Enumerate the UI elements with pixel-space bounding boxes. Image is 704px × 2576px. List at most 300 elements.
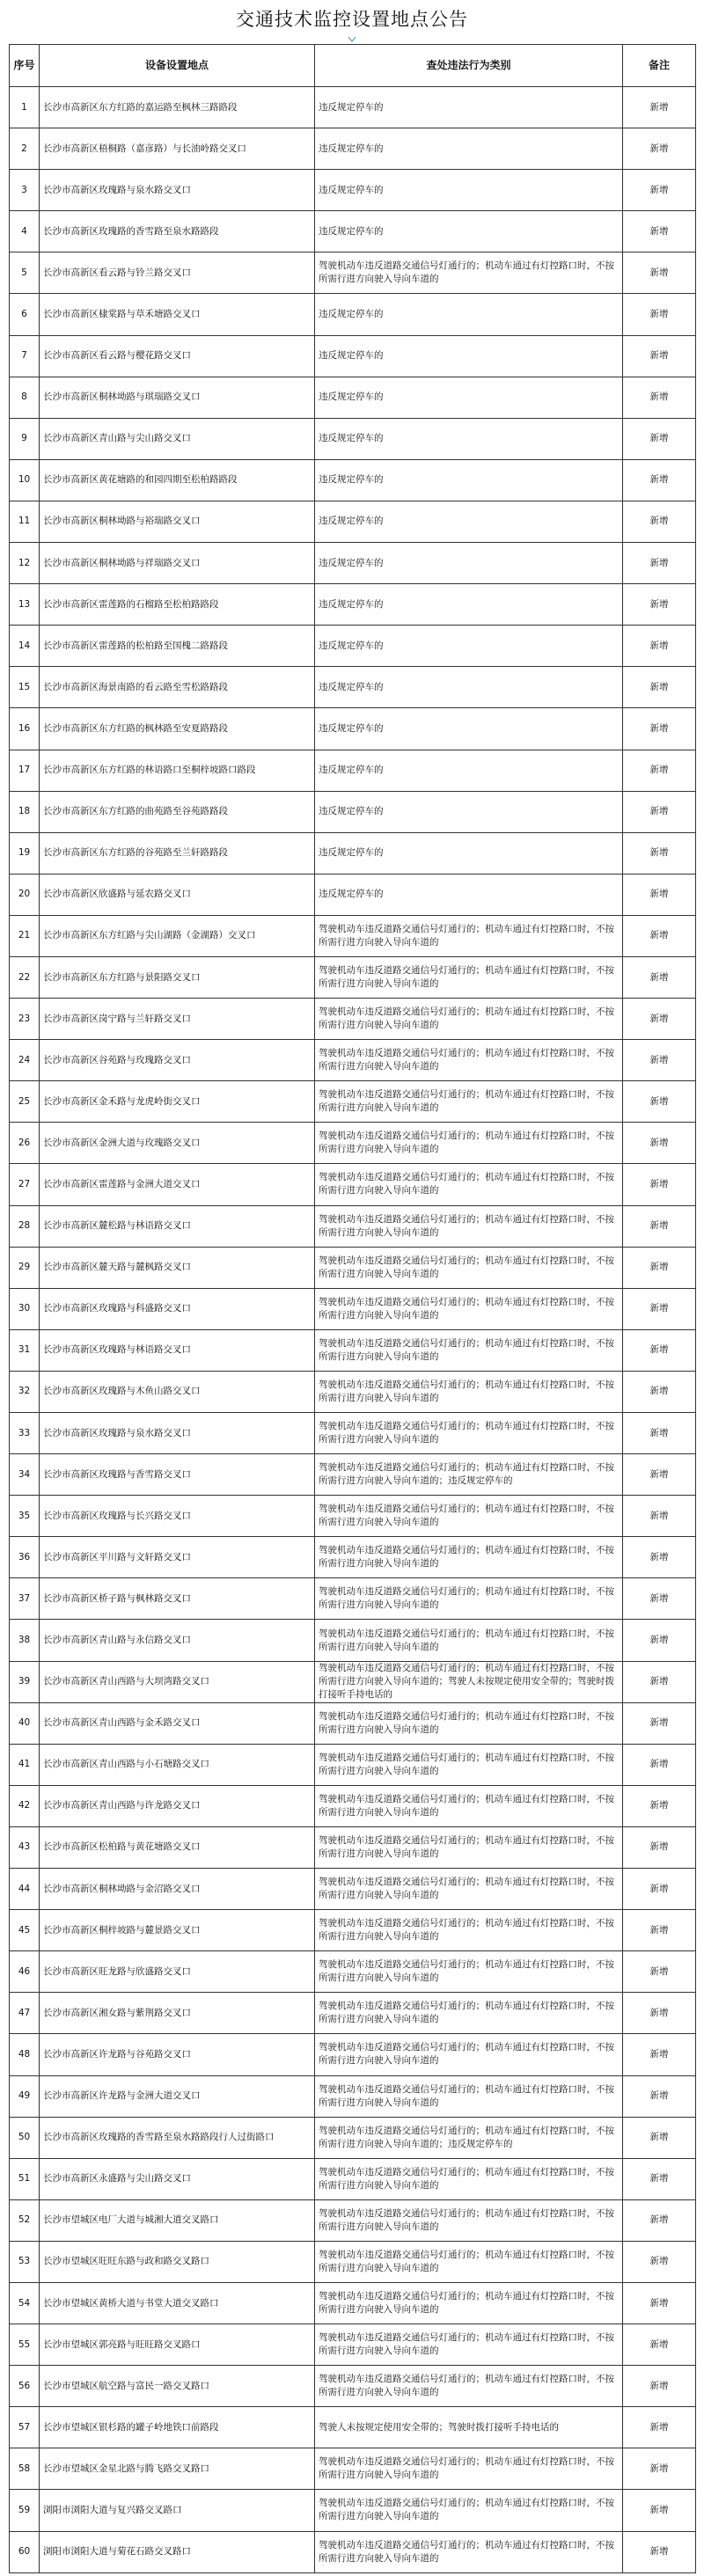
cell-note: 新增 bbox=[623, 915, 696, 956]
cell-no: 60 bbox=[10, 2531, 40, 2572]
cell-note: 新增 bbox=[623, 2075, 696, 2117]
cell-violation: 违反规定停车的 bbox=[315, 170, 623, 211]
table-row bbox=[10, 874, 696, 915]
table-row bbox=[10, 1371, 696, 1412]
table-row bbox=[10, 1454, 696, 1496]
cell-no: 14 bbox=[10, 626, 40, 667]
cell-location: 长沙市高新区桐梓坡路与麓景路交叉口 bbox=[40, 1910, 315, 1951]
cell-location: 长沙市高新区黄花塘路的和园四期至松柏路路段 bbox=[40, 459, 315, 501]
cell-note: 新增 bbox=[623, 377, 696, 418]
cell-note: 新增 bbox=[623, 2531, 696, 2572]
cell-location: 长沙市高新区青山路与尖山路交叉口 bbox=[40, 418, 315, 459]
table-row bbox=[10, 1164, 696, 1205]
table-row bbox=[10, 1040, 696, 1081]
cell-no: 54 bbox=[10, 2282, 40, 2324]
cell-no: 20 bbox=[10, 874, 40, 915]
cell-note: 新增 bbox=[623, 1826, 696, 1868]
cell-violation: 驾驶机动车违反道路交通信号灯通行的；机动车通过有灯控路口时，不按所需行进方向驶入导向车道的 bbox=[315, 1413, 623, 1454]
cell-location: 浏阳市浏阳大道与菊花石路交叉路口 bbox=[40, 2531, 315, 2572]
cell-location: 长沙市高新区玫瑰路的香雪路至泉水路路段行人过街路口 bbox=[40, 2117, 315, 2158]
cell-violation: 违反规定停车的 bbox=[315, 128, 623, 170]
table-row bbox=[10, 1496, 696, 1537]
table-row bbox=[10, 1993, 696, 2034]
cell-note: 新增 bbox=[623, 626, 696, 667]
cell-no: 34 bbox=[10, 1454, 40, 1496]
cell-violation: 违反规定停车的 bbox=[315, 626, 623, 667]
cell-violation: 驾驶机动车违反道路交通信号灯通行的；机动车通过有灯控路口时，不按所需行进方向驶入导向车道的 bbox=[315, 1869, 623, 1910]
cell-location: 长沙市望城区电厂大道与城湘大道交叉路口 bbox=[40, 2199, 315, 2241]
cell-no: 19 bbox=[10, 832, 40, 874]
cell-location: 长沙市高新区雷莲路的松柏路至国槐二路路段 bbox=[40, 626, 315, 667]
cell-violation: 违反规定停车的 bbox=[315, 708, 623, 750]
header-location: 设备设置地点 bbox=[40, 45, 315, 87]
cell-no: 38 bbox=[10, 1620, 40, 1661]
cell-violation: 驾驶机动车违反道路交通信号灯通行的；机动车通过有灯控路口时，不按所需行进方向驶入导向车道的 bbox=[315, 1205, 623, 1247]
cell-no: 31 bbox=[10, 1329, 40, 1371]
table-row bbox=[10, 1081, 696, 1123]
cell-no: 15 bbox=[10, 667, 40, 708]
table-header-row bbox=[10, 45, 696, 87]
cell-note: 新增 bbox=[623, 1454, 696, 1496]
cell-violation: 违反规定停车的 bbox=[315, 791, 623, 832]
cell-location: 长沙市望城区黄桥大道与书堂大道交叉路口 bbox=[40, 2282, 315, 2324]
cell-note: 新增 bbox=[623, 1081, 696, 1123]
cell-note: 新增 bbox=[623, 2490, 696, 2531]
cell-location: 长沙市高新区湘女路与紫荆路交叉口 bbox=[40, 1993, 315, 2034]
cell-location: 长沙市高新区桐林坳路与祥瑞路交叉口 bbox=[40, 543, 315, 584]
cell-violation: 驾驶机动车违反道路交通信号灯通行的；机动车通过有灯控路口时，不按所需行进方向驶入导向车道的 bbox=[315, 2490, 623, 2531]
cell-note: 新增 bbox=[623, 2158, 696, 2199]
cell-no: 1 bbox=[10, 87, 40, 128]
table-row bbox=[10, 252, 696, 294]
cell-note: 新增 bbox=[623, 1247, 696, 1288]
table-row bbox=[10, 377, 696, 418]
cell-note: 新增 bbox=[623, 1744, 696, 1785]
cell-no: 30 bbox=[10, 1288, 40, 1329]
table-row bbox=[10, 2407, 696, 2448]
cell-location: 长沙市高新区玫瑰路与林语路交叉口 bbox=[40, 1329, 315, 1371]
cell-no: 40 bbox=[10, 1702, 40, 1744]
table-row bbox=[10, 459, 696, 501]
cell-location: 长沙市高新区玫瑰路与木鱼山路交叉口 bbox=[40, 1371, 315, 1412]
cell-violation: 驾驶机动车违反道路交通信号灯通行的；机动车通过有灯控路口时，不按所需行进方向驶入导向车道的 bbox=[315, 1329, 623, 1371]
cell-violation: 违反规定停车的 bbox=[315, 418, 623, 459]
cell-violation: 驾驶机动车违反道路交通信号灯通行的；机动车通过有灯控路口时，不按所需行进方向驶入导向车道的；违反规定停车的 bbox=[315, 1454, 623, 1496]
cell-location: 长沙市高新区雷莲路与金洲大道交叉口 bbox=[40, 1164, 315, 1205]
cell-no: 39 bbox=[10, 1661, 40, 1702]
cell-no: 2 bbox=[10, 128, 40, 170]
cell-note: 新增 bbox=[623, 584, 696, 626]
cell-no: 25 bbox=[10, 1081, 40, 1123]
cell-note: 新增 bbox=[623, 170, 696, 211]
cell-note: 新增 bbox=[623, 791, 696, 832]
cell-note: 新增 bbox=[623, 252, 696, 294]
cell-no: 5 bbox=[10, 252, 40, 294]
decorative-mark-icon bbox=[341, 36, 363, 43]
table-row bbox=[10, 915, 696, 956]
table-row bbox=[10, 2241, 696, 2282]
cell-violation: 驾驶机动车违反道路交通信号灯通行的；机动车通过有灯控路口时，不按所需行进方向驶入导向车道的 bbox=[315, 999, 623, 1040]
cell-location: 长沙市高新区东方红路与景阳路交叉口 bbox=[40, 956, 315, 998]
table-row bbox=[10, 791, 696, 832]
cell-location: 长沙市高新区青山西路与许龙路交叉口 bbox=[40, 1785, 315, 1826]
cell-location: 长沙市高新区青山西路与小石塘路交叉口 bbox=[40, 1744, 315, 1785]
cell-note: 新增 bbox=[623, 708, 696, 750]
table-row bbox=[10, 1910, 696, 1951]
cell-location: 长沙市望城区郭亮路与旺旺路交叉路口 bbox=[40, 2324, 315, 2366]
header-note: 备注 bbox=[623, 45, 696, 87]
cell-note: 新增 bbox=[623, 501, 696, 542]
cell-no: 58 bbox=[10, 2448, 40, 2490]
cell-location: 长沙市高新区东方红路的林语路口至桐梓坡路口路段 bbox=[40, 750, 315, 791]
table-row bbox=[10, 1869, 696, 1910]
cell-note: 新增 bbox=[623, 999, 696, 1040]
cell-violation: 违反规定停车的 bbox=[315, 459, 623, 501]
cell-violation: 驾驶机动车违反道路交通信号灯通行的；机动车通过有灯控路口时，不按所需行进方向驶入导向车道的 bbox=[315, 2241, 623, 2282]
cell-note: 新增 bbox=[623, 1951, 696, 1993]
table-row bbox=[10, 999, 696, 1040]
cell-note: 新增 bbox=[623, 1123, 696, 1164]
notice-table bbox=[9, 44, 696, 2573]
cell-violation: 驾驶机动车违反道路交通信号灯通行的；机动车通过有灯控路口时，不按所需行进方向驶入导向车道的 bbox=[315, 2366, 623, 2407]
cell-location: 浏阳市浏阳大道与复兴路交叉路口 bbox=[40, 2490, 315, 2531]
cell-no: 55 bbox=[10, 2324, 40, 2366]
cell-note: 新增 bbox=[623, 418, 696, 459]
table-row bbox=[10, 87, 696, 128]
cell-violation: 违反规定停车的 bbox=[315, 750, 623, 791]
cell-violation: 驾驶机动车违反道路交通信号灯通行的；机动车通过有灯控路口时，不按所需行进方向驶入导向车道的 bbox=[315, 1081, 623, 1123]
cell-violation: 驾驶机动车违反道路交通信号灯通行的；机动车通过有灯控路口时，不按所需行进方向驶入导向车道的 bbox=[315, 2282, 623, 2324]
cell-violation: 驾驶机动车违反道路交通信号灯通行的；机动车通过有灯控路口时，不按所需行进方向驶入导向车道的 bbox=[315, 915, 623, 956]
cell-note: 新增 bbox=[623, 1578, 696, 1620]
cell-location: 长沙市高新区雷莲路的石榴路至松柏路路段 bbox=[40, 584, 315, 626]
cell-note: 新增 bbox=[623, 874, 696, 915]
cell-violation: 违反规定停车的 bbox=[315, 211, 623, 252]
table-row bbox=[10, 1537, 696, 1578]
cell-note: 新增 bbox=[623, 128, 696, 170]
table-row bbox=[10, 1413, 696, 1454]
cell-location: 长沙市望城区银杉路的罐子岭地铁口前路段 bbox=[40, 2407, 315, 2448]
cell-violation: 驾驶机动车违反道路交通信号灯通行的；机动车通过有灯控路口时，不按所需行进方向驶入导向车道的 bbox=[315, 2199, 623, 2241]
table-row bbox=[10, 2531, 696, 2572]
cell-violation: 驾驶机动车违反道路交通信号灯通行的；机动车通过有灯控路口时，不按所需行进方向驶入导向车道的 bbox=[315, 1744, 623, 1785]
cell-no: 48 bbox=[10, 2034, 40, 2075]
cell-no: 43 bbox=[10, 1826, 40, 1868]
cell-no: 12 bbox=[10, 543, 40, 584]
cell-no: 35 bbox=[10, 1496, 40, 1537]
cell-violation: 驾驶机动车违反道路交通信号灯通行的；机动车通过有灯控路口时，不按所需行进方向驶入导向车道的 bbox=[315, 2075, 623, 2117]
cell-no: 18 bbox=[10, 791, 40, 832]
cell-location: 长沙市高新区玫瑰路与长兴路交叉口 bbox=[40, 1496, 315, 1537]
cell-no: 44 bbox=[10, 1869, 40, 1910]
cell-location: 长沙市高新区麓松路与林语路交叉口 bbox=[40, 1205, 315, 1247]
cell-no: 36 bbox=[10, 1537, 40, 1578]
cell-no: 4 bbox=[10, 211, 40, 252]
cell-location: 长沙市高新区桥子路与枫林路交叉口 bbox=[40, 1578, 315, 1620]
table-row bbox=[10, 832, 696, 874]
cell-violation: 驾驶机动车违反道路交通信号灯通行的；机动车通过有灯控路口时，不按所需行进方向驶入导向车道的 bbox=[315, 2324, 623, 2366]
cell-violation: 驾驶机动车违反道路交通信号灯通行的；机动车通过有灯控路口时，不按所需行进方向驶入导向车道的 bbox=[315, 1993, 623, 2034]
cell-location: 长沙市高新区桐林坳路与金沼路交叉口 bbox=[40, 1869, 315, 1910]
cell-violation: 驾驶机动车违反道路交通信号灯通行的；机动车通过有灯控路口时，不按所需行进方向驶入导向车道的 bbox=[315, 956, 623, 998]
cell-no: 59 bbox=[10, 2490, 40, 2531]
cell-violation: 驾驶机动车违反道路交通信号灯通行的；机动车通过有灯控路口时，不按所需行进方向驶入导向车道的 bbox=[315, 1371, 623, 1412]
cell-violation: 驾驶机动车违反道路交通信号灯通行的；机动车通过有灯控路口时，不按所需行进方向驶入导向车道的 bbox=[315, 2448, 623, 2490]
cell-location: 长沙市高新区永盛路与尖山路交叉口 bbox=[40, 2158, 315, 2199]
cell-violation: 驾驶机动车违反道路交通信号灯通行的；机动车通过有灯控路口时，不按所需行进方向驶入导向车道的；违反规定停车的 bbox=[315, 2117, 623, 2158]
cell-note: 新增 bbox=[623, 2448, 696, 2490]
table-row bbox=[10, 1744, 696, 1785]
table-row bbox=[10, 1288, 696, 1329]
cell-location: 长沙市高新区看云路与樱花路交叉口 bbox=[40, 335, 315, 377]
cell-violation: 违反规定停车的 bbox=[315, 874, 623, 915]
table-row bbox=[10, 2199, 696, 2241]
cell-violation: 驾驶机动车违反道路交通信号灯通行的；机动车通过有灯控路口时，不按所需行进方向驶入导向车道的 bbox=[315, 1620, 623, 1661]
cell-note: 新增 bbox=[623, 335, 696, 377]
cell-note: 新增 bbox=[623, 1785, 696, 1826]
cell-location: 长沙市高新区梧桐路（嘉彦路）与长油岭路交叉口 bbox=[40, 128, 315, 170]
table-row bbox=[10, 956, 696, 998]
cell-no: 56 bbox=[10, 2366, 40, 2407]
cell-note: 新增 bbox=[623, 1164, 696, 1205]
cell-violation: 驾驶机动车违反道路交通信号灯通行的；机动车通过有灯控路口时，不按所需行进方向驶入导向车道的 bbox=[315, 2531, 623, 2572]
table-row bbox=[10, 1578, 696, 1620]
cell-note: 新增 bbox=[623, 211, 696, 252]
cell-violation: 违反规定停车的 bbox=[315, 335, 623, 377]
cell-violation: 驾驶机动车违反道路交通信号灯通行的；机动车通过有灯控路口时，不按所需行进方向驶入导向车道的 bbox=[315, 1826, 623, 1868]
cell-note: 新增 bbox=[623, 1702, 696, 1744]
cell-location: 长沙市高新区岗宁路与兰轩路交叉口 bbox=[40, 999, 315, 1040]
table-row bbox=[10, 584, 696, 626]
cell-no: 50 bbox=[10, 2117, 40, 2158]
cell-no: 53 bbox=[10, 2241, 40, 2282]
cell-location: 长沙市高新区许龙路与金洲大道交叉口 bbox=[40, 2075, 315, 2117]
cell-no: 28 bbox=[10, 1205, 40, 1247]
table-row bbox=[10, 1826, 696, 1868]
cell-location: 长沙市高新区松柏路与黄花塘路交叉口 bbox=[40, 1826, 315, 1868]
table-row bbox=[10, 1329, 696, 1371]
cell-no: 16 bbox=[10, 708, 40, 750]
cell-violation: 违反规定停车的 bbox=[315, 87, 623, 128]
header-no: 序号 bbox=[10, 45, 40, 87]
cell-location: 长沙市高新区旺龙路与欣盛路交叉口 bbox=[40, 1951, 315, 1993]
cell-location: 长沙市高新区看云路与铃兰路交叉口 bbox=[40, 252, 315, 294]
cell-location: 长沙市高新区麓天路与麓枫路交叉口 bbox=[40, 1247, 315, 1288]
table-row bbox=[10, 2282, 696, 2324]
cell-no: 51 bbox=[10, 2158, 40, 2199]
cell-location: 长沙市高新区谷苑路与玫瑰路交叉口 bbox=[40, 1040, 315, 1081]
table-row bbox=[10, 170, 696, 211]
cell-location: 长沙市高新区棣棠路与草禾塘路交叉口 bbox=[40, 294, 315, 335]
cell-violation: 违反规定停车的 bbox=[315, 501, 623, 542]
cell-no: 33 bbox=[10, 1413, 40, 1454]
cell-note: 新增 bbox=[623, 2034, 696, 2075]
table-row bbox=[10, 1620, 696, 1661]
cell-location: 长沙市高新区玫瑰路与泉水路交叉口 bbox=[40, 170, 315, 211]
cell-note: 新增 bbox=[623, 1371, 696, 1412]
cell-location: 长沙市高新区青山西路与金禾路交叉口 bbox=[40, 1702, 315, 1744]
table-row bbox=[10, 543, 696, 584]
cell-no: 21 bbox=[10, 915, 40, 956]
cell-location: 长沙市高新区青山路与永信路交叉口 bbox=[40, 1620, 315, 1661]
table-row bbox=[10, 501, 696, 542]
table-row bbox=[10, 1123, 696, 1164]
cell-note: 新增 bbox=[623, 1205, 696, 1247]
cell-note: 新增 bbox=[623, 87, 696, 128]
cell-no: 46 bbox=[10, 1951, 40, 1993]
cell-location: 长沙市高新区东方红路的谷苑路至兰轩路路段 bbox=[40, 832, 315, 874]
cell-note: 新增 bbox=[623, 1496, 696, 1537]
cell-violation: 驾驶机动车违反道路交通信号灯通行的；机动车通过有灯控路口时，不按所需行进方向驶入导向车道的 bbox=[315, 1288, 623, 1329]
table-row bbox=[10, 1661, 696, 1702]
table-row bbox=[10, 2324, 696, 2366]
cell-violation: 驾驶人未按规定使用安全带的；驾驶时拨打接听手持电话的 bbox=[315, 2407, 623, 2448]
cell-note: 新增 bbox=[623, 294, 696, 335]
cell-no: 13 bbox=[10, 584, 40, 626]
cell-note: 新增 bbox=[623, 750, 696, 791]
cell-no: 24 bbox=[10, 1040, 40, 1081]
cell-no: 11 bbox=[10, 501, 40, 542]
cell-note: 新增 bbox=[623, 667, 696, 708]
cell-no: 7 bbox=[10, 335, 40, 377]
cell-no: 3 bbox=[10, 170, 40, 211]
cell-note: 新增 bbox=[623, 1329, 696, 1371]
cell-location: 长沙市高新区东方红路与尖山湖路（金湖路）交叉口 bbox=[40, 915, 315, 956]
cell-note: 新增 bbox=[623, 1620, 696, 1661]
cell-note: 新增 bbox=[623, 2117, 696, 2158]
table-row bbox=[10, 1205, 696, 1247]
cell-violation: 驾驶机动车违反道路交通信号灯通行的；机动车通过有灯控路口时，不按所需行进方向驶入导向车道的 bbox=[315, 2158, 623, 2199]
cell-no: 49 bbox=[10, 2075, 40, 2117]
cell-no: 42 bbox=[10, 1785, 40, 1826]
cell-location: 长沙市高新区桐林坳路与琪瑞路交叉口 bbox=[40, 377, 315, 418]
table-row bbox=[10, 294, 696, 335]
cell-location: 长沙市高新区青山西路与大坝湾路交叉口 bbox=[40, 1661, 315, 1702]
cell-note: 新增 bbox=[623, 2282, 696, 2324]
cell-note: 新增 bbox=[623, 832, 696, 874]
cell-no: 41 bbox=[10, 1744, 40, 1785]
cell-note: 新增 bbox=[623, 1910, 696, 1951]
cell-location: 长沙市高新区许龙路与谷苑路交叉口 bbox=[40, 2034, 315, 2075]
cell-no: 37 bbox=[10, 1578, 40, 1620]
cell-violation: 违反规定停车的 bbox=[315, 667, 623, 708]
table-row bbox=[10, 418, 696, 459]
table-row bbox=[10, 626, 696, 667]
table-row bbox=[10, 1951, 696, 1993]
cell-note: 新增 bbox=[623, 459, 696, 501]
cell-violation: 违反规定停车的 bbox=[315, 294, 623, 335]
cell-violation: 驾驶机动车违反道路交通信号灯通行的；机动车通过有灯控路口时，不按所需行进方向驶入导向车道的 bbox=[315, 1040, 623, 1081]
cell-violation: 驾驶机动车违反道路交通信号灯通行的；机动车通过有灯控路口时，不按所需行进方向驶入导向车道的 bbox=[315, 1123, 623, 1164]
cell-no: 23 bbox=[10, 999, 40, 1040]
cell-no: 6 bbox=[10, 294, 40, 335]
cell-note: 新增 bbox=[623, 1537, 696, 1578]
header-violation: 查处违法行为类别 bbox=[315, 45, 623, 87]
cell-violation: 驾驶机动车违反道路交通信号灯通行的；机动车通过有灯控路口时，不按所需行进方向驶入导向车道的 bbox=[315, 1785, 623, 1826]
cell-note: 新增 bbox=[623, 2366, 696, 2407]
cell-location: 长沙市望城区金星北路与腾飞路交叉路口 bbox=[40, 2448, 315, 2490]
cell-note: 新增 bbox=[623, 956, 696, 998]
table-row bbox=[10, 2117, 696, 2158]
cell-no: 29 bbox=[10, 1247, 40, 1288]
cell-no: 22 bbox=[10, 956, 40, 998]
cell-location: 长沙市高新区玫瑰路的香雪路至泉水路路段 bbox=[40, 211, 315, 252]
cell-violation: 驾驶机动车违反道路交通信号灯通行的；机动车通过有灯控路口时，不按所需行进方向驶入导向车道的 bbox=[315, 1496, 623, 1537]
cell-location: 长沙市高新区金洲大道与玫瑰路交叉口 bbox=[40, 1123, 315, 1164]
cell-violation: 违反规定停车的 bbox=[315, 543, 623, 584]
cell-violation: 驾驶机动车违反道路交通信号灯通行的；机动车通过有灯控路口时，不按所需行进方向驶入导向车道的 bbox=[315, 1910, 623, 1951]
cell-note: 新增 bbox=[623, 2407, 696, 2448]
cell-location: 长沙市高新区桐林坳路与裕瑞路交叉口 bbox=[40, 501, 315, 542]
table-row bbox=[10, 128, 696, 170]
table-row bbox=[10, 750, 696, 791]
cell-note: 新增 bbox=[623, 1661, 696, 1702]
cell-location: 长沙市高新区玫瑰路与香雪路交叉口 bbox=[40, 1454, 315, 1496]
cell-location: 长沙市高新区东方红路的曲苑路至谷苑路路段 bbox=[40, 791, 315, 832]
table-row bbox=[10, 2448, 696, 2490]
cell-violation: 驾驶机动车违反道路交通信号灯通行的；机动车通过有灯控路口时，不按所需行进方向驶入导向车道的 bbox=[315, 1951, 623, 1993]
cell-violation: 驾驶机动车违反道路交通信号灯通行的；机动车通过有灯控路口时，不按所需行进方向驶入导向车道的 bbox=[315, 252, 623, 294]
cell-note: 新增 bbox=[623, 2199, 696, 2241]
cell-location: 长沙市望城区旺旺东路与政和路交叉路口 bbox=[40, 2241, 315, 2282]
cell-note: 新增 bbox=[623, 1040, 696, 1081]
cell-location: 长沙市高新区玫瑰路与科盛路交叉口 bbox=[40, 1288, 315, 1329]
cell-note: 新增 bbox=[623, 2241, 696, 2282]
cell-note: 新增 bbox=[623, 543, 696, 584]
cell-no: 8 bbox=[10, 377, 40, 418]
cell-note: 新增 bbox=[623, 1993, 696, 2034]
cell-location: 长沙市高新区东方红路的嘉运路至枫林三路路段 bbox=[40, 87, 315, 128]
table-row bbox=[10, 2490, 696, 2531]
cell-violation: 违反规定停车的 bbox=[315, 377, 623, 418]
table-row bbox=[10, 667, 696, 708]
cell-note: 新增 bbox=[623, 2324, 696, 2366]
table-row bbox=[10, 1785, 696, 1826]
table-row bbox=[10, 1702, 696, 1744]
table-row bbox=[10, 1247, 696, 1288]
cell-no: 57 bbox=[10, 2407, 40, 2448]
cell-violation: 驾驶机动车违反道路交通信号灯通行的；机动车通过有灯控路口时，不按所需行进方向驶入导向车道的 bbox=[315, 1578, 623, 1620]
cell-violation: 驾驶机动车违反道路交通信号灯通行的；机动车通过有灯控路口时，不按所需行进方向驶入导向车道的 bbox=[315, 1702, 623, 1744]
table-row bbox=[10, 2034, 696, 2075]
cell-no: 27 bbox=[10, 1164, 40, 1205]
cell-location: 长沙市高新区平川路与文轩路交叉口 bbox=[40, 1537, 315, 1578]
table-row bbox=[10, 335, 696, 377]
cell-location: 长沙市高新区海景南路的看云路至雪松路路段 bbox=[40, 667, 315, 708]
cell-location: 长沙市望城区航空路与富民一路交叉路口 bbox=[40, 2366, 315, 2407]
cell-note: 新增 bbox=[623, 1869, 696, 1910]
cell-violation: 违反规定停车的 bbox=[315, 832, 623, 874]
cell-violation: 违反规定停车的 bbox=[315, 584, 623, 626]
cell-no: 10 bbox=[10, 459, 40, 501]
table-row bbox=[10, 708, 696, 750]
cell-violation: 驾驶机动车违反道路交通信号灯通行的；机动车通过有灯控路口时，不按所需行进方向驶入导向车道的 bbox=[315, 1537, 623, 1578]
cell-note: 新增 bbox=[623, 1413, 696, 1454]
table-row bbox=[10, 2075, 696, 2117]
cell-violation: 驾驶机动车违反道路交通信号灯通行的；机动车通过有灯控路口时，不按所需行进方向驶入导向车道的 bbox=[315, 1247, 623, 1288]
cell-location: 长沙市高新区玫瑰路与泉水路交叉口 bbox=[40, 1413, 315, 1454]
cell-location: 长沙市高新区金禾路与龙虎岭街交叉口 bbox=[40, 1081, 315, 1123]
cell-no: 32 bbox=[10, 1371, 40, 1412]
table-row bbox=[10, 2366, 696, 2407]
cell-location: 长沙市高新区东方红路的枫林路至安夏路路段 bbox=[40, 708, 315, 750]
cell-note: 新增 bbox=[623, 1288, 696, 1329]
page-title: 交通技术监控设置地点公告 bbox=[236, 9, 468, 30]
cell-violation: 驾驶机动车违反道路交通信号灯通行的；机动车通过有灯控路口时，不按所需行进方向驶入导向车道的 bbox=[315, 2034, 623, 2075]
cell-no: 26 bbox=[10, 1123, 40, 1164]
table-row bbox=[10, 2158, 696, 2199]
cell-violation: 驾驶机动车违反道路交通信号灯通行的；机动车通过有灯控路口时，不按所需行进方向驶入导向车道的 bbox=[315, 1164, 623, 1205]
